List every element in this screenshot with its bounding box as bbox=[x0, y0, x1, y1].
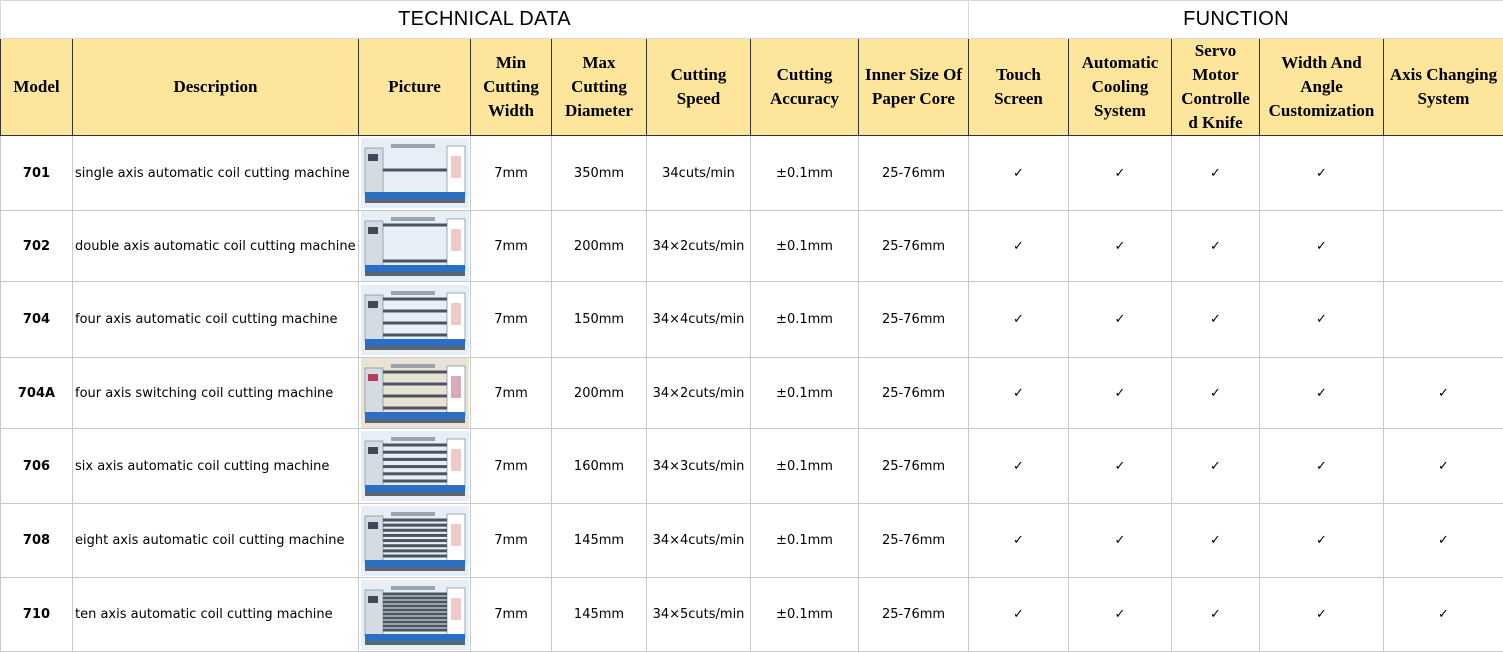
max-cutting-diameter-cell: 150mm bbox=[552, 282, 647, 358]
header-max-cutting-diameter bbox=[552, 39, 647, 136]
cooling-system-check: ✓ bbox=[1069, 136, 1172, 211]
touch-screen-check: ✓ bbox=[969, 136, 1069, 211]
cutting-accuracy-cell: ±0.1mm bbox=[751, 282, 859, 358]
machine-photo-icon bbox=[361, 431, 469, 501]
header-inner-size bbox=[859, 39, 969, 136]
machine-picture bbox=[361, 211, 469, 281]
servo-knife-check: ✓ bbox=[1172, 282, 1260, 358]
cutting-speed-cell: 34cuts/min bbox=[647, 136, 751, 211]
cutting-speed-cell: 34×2cuts/min bbox=[647, 358, 751, 429]
picture-cell bbox=[359, 578, 471, 652]
servo-knife-check: ✓ bbox=[1172, 358, 1260, 429]
inner-size-cell: 25-76mm bbox=[859, 211, 969, 282]
touch-screen-check: ✓ bbox=[969, 578, 1069, 652]
model-cell: 704 bbox=[1, 282, 73, 358]
axis-changing-check bbox=[1384, 136, 1503, 211]
model-cell: 701 bbox=[1, 136, 73, 211]
width-angle-check: ✓ bbox=[1260, 282, 1384, 358]
model-cell: 706 bbox=[1, 429, 73, 504]
model-cell: 708 bbox=[1, 504, 73, 578]
inner-size-cell: 25-76mm bbox=[859, 504, 969, 578]
header-description: Description bbox=[73, 39, 359, 136]
table-row bbox=[1, 358, 1503, 429]
touch-screen-check: ✓ bbox=[969, 504, 1069, 578]
header-line: Cutting bbox=[483, 77, 539, 96]
cutting-accuracy-cell: ±0.1mm bbox=[751, 136, 859, 211]
header-line: Width bbox=[488, 101, 534, 120]
inner-size-cell: 25-76mm bbox=[859, 282, 969, 358]
machine-photo-icon bbox=[361, 506, 469, 576]
picture-cell bbox=[359, 358, 471, 429]
header-line: Customization bbox=[1269, 101, 1375, 120]
servo-knife-check: ✓ bbox=[1172, 136, 1260, 211]
header-line: System bbox=[1094, 101, 1146, 120]
header-line: Screen bbox=[994, 89, 1043, 108]
axis-changing-check: ✓ bbox=[1384, 504, 1503, 578]
cutting-speed-cell: 34×5cuts/min bbox=[647, 578, 751, 652]
header-cutting-accuracy bbox=[751, 39, 859, 136]
axis-changing-check bbox=[1384, 211, 1503, 282]
header-line: Controlle bbox=[1181, 89, 1250, 108]
min-cutting-width-cell: 7mm bbox=[471, 282, 552, 358]
min-cutting-width-cell: 7mm bbox=[471, 429, 552, 504]
header-line: Cutting bbox=[777, 65, 833, 84]
machine-picture bbox=[361, 580, 469, 650]
picture-cell bbox=[359, 429, 471, 504]
inner-size-cell: 25-76mm bbox=[859, 578, 969, 652]
header-line: Axis Changing bbox=[1390, 65, 1497, 84]
cutting-accuracy-cell: ±0.1mm bbox=[751, 211, 859, 282]
servo-knife-check: ✓ bbox=[1172, 578, 1260, 652]
machine-photo-icon bbox=[361, 358, 469, 428]
servo-knife-check: ✓ bbox=[1172, 429, 1260, 504]
max-cutting-diameter-cell: 145mm bbox=[552, 504, 647, 578]
axis-changing-check: ✓ bbox=[1384, 429, 1503, 504]
width-angle-check: ✓ bbox=[1260, 429, 1384, 504]
cutting-accuracy-cell: ±0.1mm bbox=[751, 358, 859, 429]
max-cutting-diameter-cell: 350mm bbox=[552, 136, 647, 211]
min-cutting-width-cell: 7mm bbox=[471, 578, 552, 652]
header-line: Cooling bbox=[1092, 77, 1149, 96]
picture-cell bbox=[359, 504, 471, 578]
inner-size-cell: 25-76mm bbox=[859, 358, 969, 429]
picture-cell bbox=[359, 211, 471, 282]
header-model: Model bbox=[1, 39, 73, 136]
touch-screen-check: ✓ bbox=[969, 429, 1069, 504]
cutting-speed-cell: 34×4cuts/min bbox=[647, 504, 751, 578]
touch-screen-check: ✓ bbox=[969, 211, 1069, 282]
min-cutting-width-cell: 7mm bbox=[471, 136, 552, 211]
machine-picture bbox=[361, 431, 469, 501]
model-cell: 704A bbox=[1, 358, 73, 429]
header-touch-screen bbox=[969, 39, 1069, 136]
description-cell: ten axis automatic coil cutting machine bbox=[73, 578, 359, 652]
header-line: Min bbox=[496, 53, 526, 72]
width-angle-check: ✓ bbox=[1260, 211, 1384, 282]
machine-photo-icon bbox=[361, 211, 469, 281]
cutting-accuracy-cell: ±0.1mm bbox=[751, 578, 859, 652]
cutting-speed-cell: 34×4cuts/min bbox=[647, 282, 751, 358]
header-line: Cutting bbox=[671, 65, 727, 84]
cutting-speed-cell: 34×2cuts/min bbox=[647, 211, 751, 282]
machine-photo-icon bbox=[361, 580, 469, 650]
header-line: Motor bbox=[1192, 65, 1238, 84]
header-line: Inner Size Of bbox=[865, 65, 962, 84]
cooling-system-check: ✓ bbox=[1069, 282, 1172, 358]
header-line: Accuracy bbox=[770, 89, 839, 108]
header-axis-changing bbox=[1384, 39, 1503, 136]
max-cutting-diameter-cell: 160mm bbox=[552, 429, 647, 504]
header-line: Angle bbox=[1300, 77, 1343, 96]
min-cutting-width-cell: 7mm bbox=[471, 358, 552, 429]
table-body bbox=[1, 136, 1503, 652]
picture-cell bbox=[359, 282, 471, 358]
axis-changing-check: ✓ bbox=[1384, 578, 1503, 652]
header-cutting-speed bbox=[647, 39, 751, 136]
width-angle-check: ✓ bbox=[1260, 504, 1384, 578]
table-row bbox=[1, 504, 1503, 578]
header-line: Servo bbox=[1195, 41, 1237, 60]
picture-cell bbox=[359, 136, 471, 211]
axis-changing-check bbox=[1384, 282, 1503, 358]
table-row bbox=[1, 211, 1503, 282]
machine-photo-icon bbox=[361, 285, 469, 355]
servo-knife-check: ✓ bbox=[1172, 504, 1260, 578]
width-angle-check: ✓ bbox=[1260, 136, 1384, 211]
max-cutting-diameter-cell: 200mm bbox=[552, 358, 647, 429]
column-header-row bbox=[1, 39, 1503, 136]
header-automatic-cooling bbox=[1069, 39, 1172, 136]
header-servo-knife bbox=[1172, 39, 1260, 136]
touch-screen-check: ✓ bbox=[969, 358, 1069, 429]
table-row bbox=[1, 578, 1503, 652]
width-angle-check: ✓ bbox=[1260, 578, 1384, 652]
section-technical-data: TECHNICAL DATA bbox=[1, 1, 969, 39]
header-picture: Picture bbox=[359, 39, 471, 136]
cooling-system-check: ✓ bbox=[1069, 211, 1172, 282]
header-line: Paper Core bbox=[872, 89, 955, 108]
inner-size-cell: 25-76mm bbox=[859, 136, 969, 211]
description-cell: six axis automatic coil cutting machine bbox=[73, 429, 359, 504]
table-row bbox=[1, 282, 1503, 358]
header-line: Cutting bbox=[571, 77, 627, 96]
header-width-angle bbox=[1260, 39, 1384, 136]
cooling-system-check: ✓ bbox=[1069, 578, 1172, 652]
table-row bbox=[1, 429, 1503, 504]
machine-picture bbox=[361, 358, 469, 428]
machine-picture bbox=[361, 506, 469, 576]
cutting-accuracy-cell: ±0.1mm bbox=[751, 429, 859, 504]
description-cell: four axis switching coil cutting machine bbox=[73, 358, 359, 429]
model-cell: 702 bbox=[1, 211, 73, 282]
description-cell: eight axis automatic coil cutting machine bbox=[73, 504, 359, 578]
header-line: System bbox=[1418, 89, 1470, 108]
axis-changing-check: ✓ bbox=[1384, 358, 1503, 429]
header-line: Touch bbox=[996, 65, 1041, 84]
section-function: FUNCTION bbox=[969, 1, 1503, 39]
width-angle-check: ✓ bbox=[1260, 358, 1384, 429]
section-banner-row bbox=[1, 1, 1503, 39]
header-line: Automatic bbox=[1082, 53, 1158, 72]
description-cell: four axis automatic coil cutting machine bbox=[73, 282, 359, 358]
cutting-speed-cell: 34×3cuts/min bbox=[647, 429, 751, 504]
model-cell: 710 bbox=[1, 578, 73, 652]
min-cutting-width-cell: 7mm bbox=[471, 211, 552, 282]
machine-picture bbox=[361, 285, 469, 355]
machine-picture bbox=[361, 138, 469, 208]
header-line: Speed bbox=[677, 89, 720, 108]
max-cutting-diameter-cell: 200mm bbox=[552, 211, 647, 282]
max-cutting-diameter-cell: 145mm bbox=[552, 578, 647, 652]
machine-photo-icon bbox=[361, 138, 469, 208]
touch-screen-check: ✓ bbox=[969, 282, 1069, 358]
header-line: Diameter bbox=[565, 101, 633, 120]
header-line: Width And bbox=[1281, 53, 1361, 72]
description-cell: single axis automatic coil cutting machine bbox=[73, 136, 359, 211]
header-min-cutting-width bbox=[471, 39, 552, 136]
inner-size-cell: 25-76mm bbox=[859, 429, 969, 504]
description-cell: double axis automatic coil cutting machine bbox=[73, 211, 359, 282]
cutting-accuracy-cell: ±0.1mm bbox=[751, 504, 859, 578]
cooling-system-check: ✓ bbox=[1069, 429, 1172, 504]
min-cutting-width-cell: 7mm bbox=[471, 504, 552, 578]
table-row bbox=[1, 136, 1503, 211]
header-line: d Knife bbox=[1188, 113, 1242, 132]
cooling-system-check: ✓ bbox=[1069, 358, 1172, 429]
header-line: Max bbox=[582, 53, 615, 72]
servo-knife-check: ✓ bbox=[1172, 211, 1260, 282]
cooling-system-check: ✓ bbox=[1069, 504, 1172, 578]
